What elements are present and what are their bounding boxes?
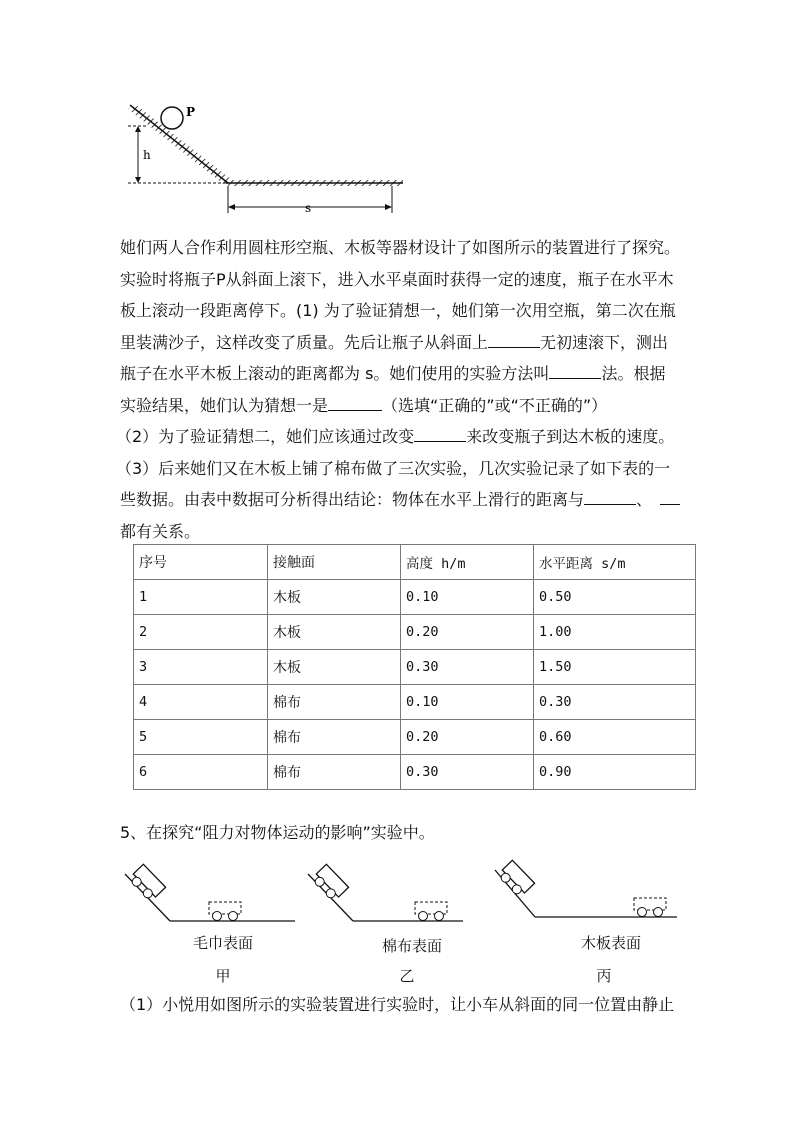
table-cell: 5 [134, 720, 268, 755]
question-paragraph [116, 232, 681, 547]
table-header-row [134, 545, 696, 580]
para-text: 无初速滚下，测出 [540, 332, 669, 352]
table-cell: 0.60 [534, 720, 696, 755]
para-text: 实验结果，她们认为猜想一是 [120, 395, 329, 415]
para-line [120, 295, 680, 327]
para-line [120, 232, 680, 264]
surface-label-cotton: 棉布表面 [381, 937, 442, 955]
table-row [134, 685, 696, 720]
diagram-cotton [308, 864, 463, 921]
table-cell: 0.30 [401, 755, 534, 790]
para-text: 板上滚动一段距离停下。(1) 为了验证猜想一，她们第一次用空瓶，第二次在瓶 [120, 301, 676, 320]
height-label: h [143, 148, 151, 162]
table-cell: 4 [134, 685, 268, 720]
table-cell: 木板 [268, 580, 401, 615]
data-table [133, 544, 696, 790]
ball-p [161, 107, 183, 129]
diagram-label-bing: 丙 [596, 967, 612, 985]
table-cell: 0.30 [401, 650, 534, 685]
table-cell: 0.10 [401, 685, 534, 720]
para-text: 她们两人合作利用圆柱形空瓶、木板等器材设计了如图所示的装置进行了探究。 [120, 238, 681, 257]
question5-title: 5、在探究“阻力对物体运动的影响”实验中。 [120, 823, 435, 842]
para-text: （2）为了验证猜想二，她们应该通过改变 [116, 427, 415, 446]
table-cell: 0.20 [401, 720, 534, 755]
table-cell: 0.10 [401, 580, 534, 615]
diagram-label-yi: 乙 [399, 967, 415, 985]
para-line [120, 327, 680, 359]
answer-blank[interactable] [488, 329, 540, 348]
header-cell: 高度 h/m [401, 545, 534, 580]
para-line [116, 453, 680, 485]
table-cell: 木板 [268, 615, 401, 650]
answer-blank[interactable] [584, 486, 636, 505]
table-cell: 1 [134, 580, 268, 615]
para-text: 些数据。由表中数据可分析得出结论：物体在水平上滑行的距离与 [120, 490, 585, 509]
para-line [120, 516, 680, 548]
surface-label-towel: 毛巾表面 [192, 934, 253, 952]
para-text: 法。根据 [601, 364, 666, 383]
table-cell: 1.00 [534, 615, 696, 650]
incline-diagram [120, 95, 410, 220]
table-row [134, 650, 696, 685]
table-cell: 0.20 [401, 615, 534, 650]
table-cell: 6 [134, 755, 268, 790]
table-row [134, 755, 696, 790]
answer-blank[interactable] [549, 360, 601, 379]
table-row [134, 720, 696, 755]
diagram-wood [495, 860, 677, 917]
ball-label: P [186, 105, 196, 119]
surface-label-wood: 木板表面 [580, 934, 641, 952]
diagram-label-jia: 甲 [215, 967, 231, 985]
cart-diagrams [115, 852, 685, 932]
header-cell: 序号 [134, 545, 268, 580]
question5-sub1: （1）小悦用如图所示的实验装置进行实验时，让小车从斜面的同一位置由静止 [120, 995, 675, 1014]
para-text: 来改变瓶子到达木板的速度。 [466, 427, 675, 446]
table-cell: 0.90 [534, 755, 696, 790]
answer-blank[interactable] [660, 486, 680, 505]
para-text: （选填“正确的”或“不正确的”） [382, 395, 608, 415]
header-cell: 水平距离 s/m [534, 545, 696, 580]
para-line [120, 484, 680, 516]
para-text: 里装满沙子，这样改变了质量。先后让瓶子从斜面上 [120, 332, 489, 352]
para-line [116, 421, 680, 453]
para-line [120, 264, 680, 296]
table-row [134, 580, 696, 615]
table-cell: 3 [134, 650, 268, 685]
table-cell: 棉布 [268, 685, 401, 720]
para-text: 、 [636, 490, 653, 509]
answer-blank[interactable] [414, 423, 466, 442]
table-cell: 棉布 [268, 720, 401, 755]
para-text: 瓶子在水平木板上滚动的距离都为 s。她们使用的实验方法叫 [120, 364, 550, 383]
table-cell: 棉布 [268, 755, 401, 790]
header-cell: 接触面 [268, 545, 401, 580]
para-line [120, 358, 680, 390]
distance-label: s [305, 201, 312, 215]
table-cell: 0.30 [534, 685, 696, 720]
para-text: 实验时将瓶子P从斜面上滚下，进入水平桌面时获得一定的速度，瓶子在水平木 [120, 269, 674, 289]
table-row [134, 615, 696, 650]
answer-blank[interactable] [328, 392, 382, 411]
table-cell: 1.50 [534, 650, 696, 685]
table-cell: 2 [134, 615, 268, 650]
para-text: 都有关系。 [120, 521, 201, 541]
diagram-towel [125, 864, 295, 921]
table-cell: 0.50 [534, 580, 696, 615]
para-line [120, 390, 680, 422]
para-text: （3）后来她们又在木板上铺了棉布做了三次实验，几次实验记录了如下表的一 [116, 458, 671, 478]
table-cell: 木板 [268, 650, 401, 685]
